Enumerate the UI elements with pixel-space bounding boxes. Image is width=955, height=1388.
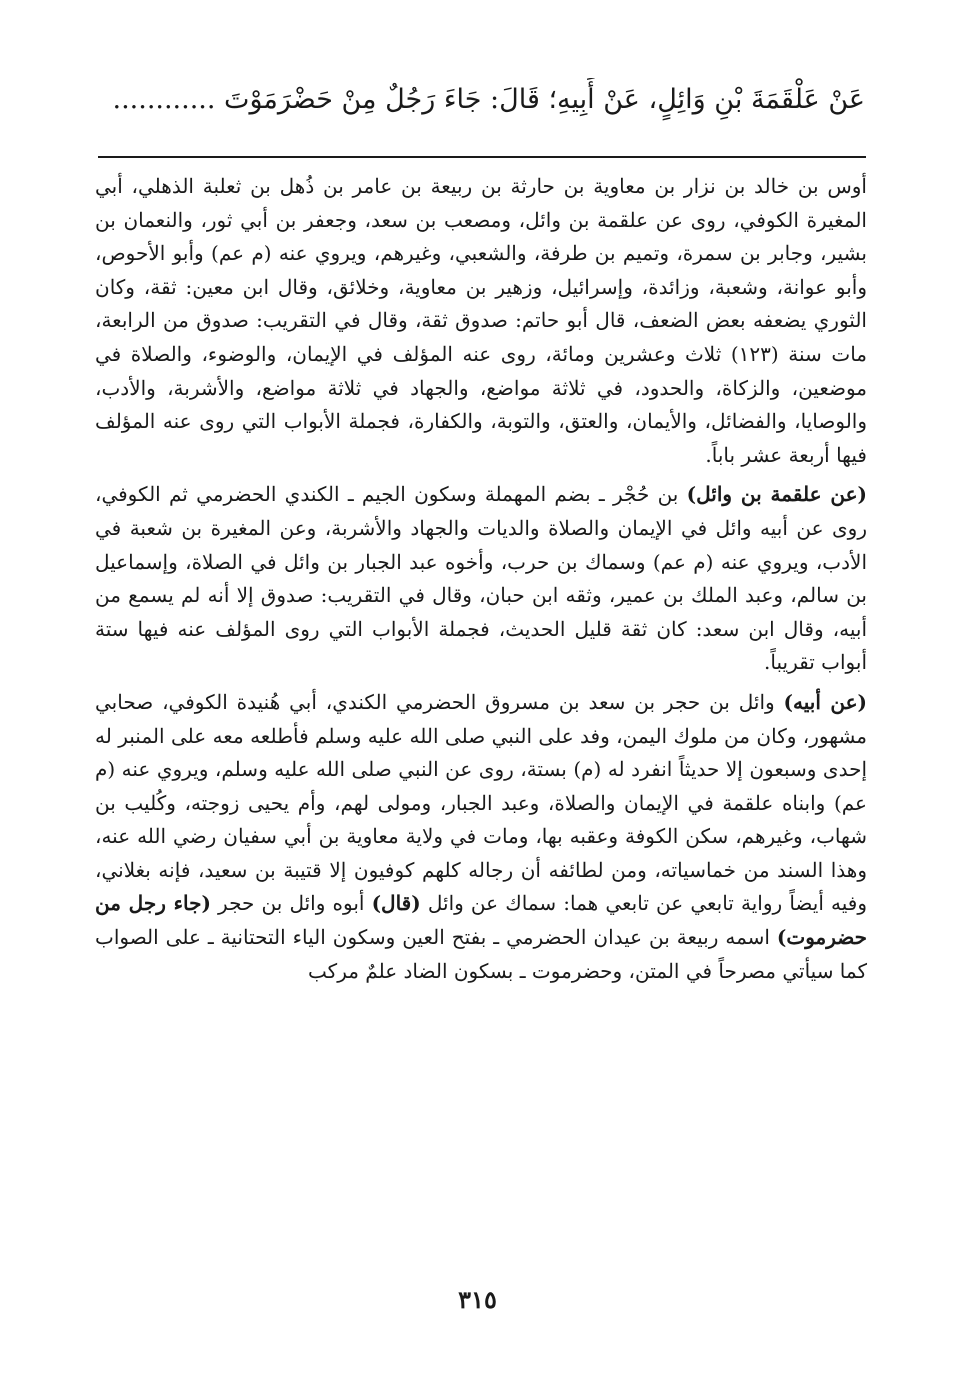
paragraph-text: اسمه ربيعة بن عيدان الحضرمي ـ بفتح العين وسكون الياء التحتانية ـ على الصواب كما سيأتي مصرحاً في المتن، وحضرموت ـ بسكون الضاد علمٌ مركب — [95, 925, 867, 983]
paragraph-text: وائل بن حجر بن سعد بن مسروق الحضرمي الكندي، أبي هُنيدة الكوفي، صحابي مشهور، وكان من ملوك اليمن، وفد على النبي صلى الله عليه وسلم فأطلعه معه على المنبر له إحدى وسبعون إلا حديثاً انفرد له (م) بستة، روى عن النبي صلى الله عليه وسلم، ويروي عنه (م عم) وابناه علقمة في الإيمان والصلاة، وعبد الجبار، ومولى لهم، وأم يحيى زوجته، وكُليب بن شهاب، وغيرهم، سكن الكوفة وعقبه بها، ومات في ولاية معاوية بن أبي سفيان رضي الله عنه، وهذا السند من خماسياته، ومن لطائفه أن رجاله كلهم كوفيون إلا قتيبة بن سعيد، فإنه بغلاني، وفيه أيضاً رواية تابعي عن تابعي هما: سماك عن وائل — [95, 689, 868, 916]
paragraph-narrator-aws — [95, 170, 867, 472]
paragraph-text: أوس بن خالد بن نزار بن معاوية بن حارثة بن ربيعة بن عامر بن ذُهل بن ثعلبة الذهلي، أبي المغيرة الكوفي، روى عن علقمة بن وائل، ومصعب بن سعد، وجعفر بن أبي ثور، والنعمان بن بشير، وجابر بن سمرة، وتميم بن طرفة، والشعبي، وغيرهم، ويروي عنه (م عم) وأبو الأحوص، وأبو عوانة، وشعبة، وزائدة، وإسرائيل، وزهير بن معاوية، وخلائق، وقال ابن معين: ثقة، وكان الثوري يضعفه بعض الضعف، قال أبو حاتم: صدوق ثقة، وقال في التقريب: صدوق من الرابعة، مات سنة (١٢٣) ثلاث وعشرين ومائة، روى عنه المؤلف في الإيمان، والوضوء، والصلاة في موضعين، والزكاة، والحدود، في ثلاثة مواضع، والجهاد في ثلاثة مواضع، والأشربة، والأدب، والوصايا، والفضائل، والأيمان، والعتق، والتوبة، والكفارة، فجملة الأبواب التي روى عنه المؤلف فيها أربعة عشر باباً. — [95, 174, 868, 467]
matn-text: عَنْ عَلْقَمَةَ بْنِ وَائِلٍ، عَنْ أَبِيهِ؛ قَالَ: جَاءَ رَجُلٌ مِنْ حَضْرَمَوْتَ ............ — [112, 84, 865, 115]
paragraph-text: أبوه وائل بن حجر — [210, 891, 372, 916]
narrator-heading: (عن علقمة بن وائل) — [686, 482, 867, 507]
matn-quote-hadramawt: (جاء رجل من حضرموت) — [95, 891, 867, 950]
paragraph-wail — [95, 686, 867, 988]
paragraph-text: بن حُجْر ـ بضم المهملة وسكون الجيم ـ الكندي الحضرمي ثم الكوفي، روى عن أبيه وائل في الإيمان والصلاة والديات والجهاد والأشربة، وعن المغيرة بن شعبة في الأدب، ويروي عنه (م عم) وسماك بن حرب، وأخوه عبد الجبار بن وائل في الصلاة، وإسماعيل بن سالم، وعبد الملك بن عمير، وثقه ابن حبان، وقال في التقريب: صدوق إلا أنه لم يسمع من أبيه، وقال ابن سعد: كان ثقة قليل الحديث، فجملة الأبواب التي روى المؤلف عنه فيها ستة أبواب تقريباً. — [95, 482, 868, 675]
matn-quote-qal: (قال) — [371, 891, 421, 916]
separator-rule — [98, 156, 866, 158]
narrator-heading: (عن أبيه) — [783, 689, 867, 714]
commentary-body — [95, 170, 867, 988]
hadith-matn-line — [95, 78, 865, 122]
page-number: ٣١٥ — [458, 1285, 497, 1314]
paragraph-alqama — [95, 478, 867, 680]
